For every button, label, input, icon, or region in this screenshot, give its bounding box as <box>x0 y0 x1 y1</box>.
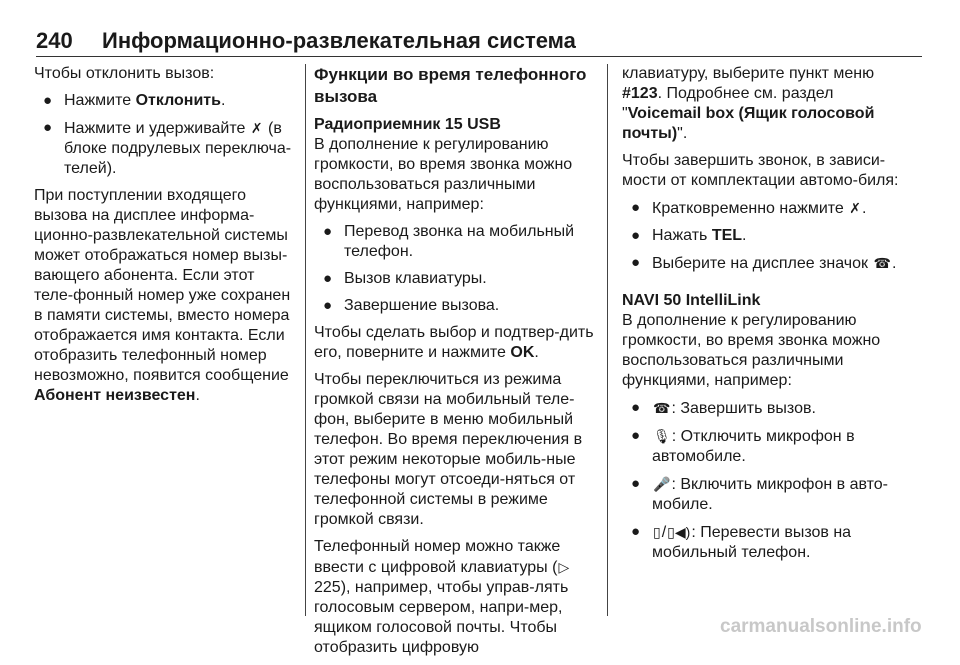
select-paragraph: Чтобы сделать выбор и подтвер-дить его, поверните и нажмите OK. <box>314 324 594 361</box>
bullet-icon: ● <box>323 297 333 314</box>
bullet-icon: ● <box>631 427 641 444</box>
header-rule <box>36 56 922 57</box>
keypad-paragraph: Телефонный номер можно также ввести с цифровой клавиатуры (▷225), например, чтобы управ-лять голосовым сервером, напри-мер, ящиком голосовой почты. Чтобы отобразить цифровую <box>314 538 570 656</box>
navi-functions-list <box>622 398 916 563</box>
list-item: ● Кратковременно нажмите ✗. <box>631 199 867 217</box>
list-item: ● Нажать TEL. <box>631 227 747 244</box>
bullet-icon: ● <box>43 92 53 109</box>
bullet-icon: ● <box>631 399 641 416</box>
page-number: 240 <box>36 28 73 53</box>
page-reference-icon: ▷ <box>558 559 570 575</box>
end-call-list <box>622 198 916 274</box>
bullet-icon: ● <box>323 223 333 240</box>
radio-intro: В дополнение к регулированию громкости, во время звонка можно воспользоваться различными функциями, например: <box>314 136 573 213</box>
list-item: ● 🎤: Включить микрофон в авто-мобиле. <box>631 475 888 513</box>
navi-subheading: NAVI 50 IntelliLink <box>622 292 761 309</box>
mobile-phone-icon: ▯ <box>653 524 661 540</box>
column-3 <box>622 64 916 570</box>
list-item: ● Завершение вызова. <box>323 297 500 314</box>
list-item: ● 🎙: Отключить микрофон в автомобиле. <box>631 427 855 465</box>
microphone-muted-icon: 🎙 <box>653 428 671 444</box>
list-item: ● ☎: Завершить вызов. <box>631 399 816 417</box>
bullet-icon: ● <box>631 227 641 244</box>
bullet-icon: ● <box>631 199 641 216</box>
column-2 <box>314 64 596 665</box>
column-divider-1 <box>305 64 306 616</box>
phone-hangup-icon: ☎ <box>873 255 891 271</box>
list-item: ● Вызов клавиатуры. <box>323 270 487 287</box>
list-item: ● Выберите на дисплее значок ☎. <box>631 254 897 272</box>
functions-heading: Функции во время телефонного вызова <box>314 65 587 106</box>
hang-up-switch-icon: ✗ <box>250 120 263 136</box>
bullet-icon: ● <box>631 254 641 271</box>
switch-paragraph: Чтобы переключиться из режима громкой связи на мобильный теле-фон, выберите в меню мобильный телефон. Во время переключения в этот режим некоторые мобиль-ные телефоны могут отсоеди-няться от телефонной системы в режиме громкой связи. <box>314 371 583 528</box>
radio-subheading: Радиоприемник 15 USB <box>314 116 501 133</box>
column-divider-2 <box>607 64 608 616</box>
voicemail-paragraph: клавиатуру, выберите пункт меню #123. Подробнее см. раздел "Voicemail box (Ящик голосовой почты)". <box>622 65 875 142</box>
watermark: carmanualsonline.info <box>720 616 922 637</box>
page-header <box>36 28 922 54</box>
list-item: ● Нажмите Отклонить. <box>43 92 226 109</box>
page-reference[interactable]: 225 <box>314 579 341 596</box>
microphone-icon: 🎤 <box>653 476 671 492</box>
reject-list <box>34 91 296 179</box>
speaker-phone-icon: ▯◀) <box>667 524 691 540</box>
bullet-icon: ● <box>631 523 641 540</box>
bullet-icon: ● <box>323 270 333 287</box>
phone-hangup-icon: ☎ <box>653 400 671 416</box>
list-item: ● Нажмите и удерживайте ✗ (в блоке подрулевых переключа-телей). <box>43 119 292 177</box>
navi-intro: В дополнение к регулированию громкости, во время звонка можно воспользоваться различными функциями, например: <box>622 312 881 389</box>
bullet-icon: ● <box>631 475 641 492</box>
column-1 <box>34 64 296 413</box>
caller-id-paragraph: При поступлении входящего вызова на дисплее информа-ционно-развлекательной системы может отображаться номер вызы-вающего абонента. Если этот теле-фонный номер уже сохранен в памяти системы, вместо номера отображается имя контакта. Если отобразить телефонный номер невозможно, появится сообщение Абонент неизвестен. <box>34 187 291 404</box>
end-call-intro: Чтобы завершить звонок, в зависи-мости от комплектации автомо-биля: <box>622 152 899 189</box>
bullet-icon: ● <box>43 119 53 136</box>
list-item: ● ▯/▯◀): Перевести вызов на мобильный телефон. <box>631 523 852 561</box>
radio-functions-list <box>314 222 596 316</box>
hang-up-switch-icon: ✗ <box>849 200 861 216</box>
list-item: ● Перевод звонка на мобильный телефон. <box>323 223 575 260</box>
reject-intro: Чтобы отклонить вызов: <box>34 65 215 82</box>
section-title: Информационно-развлекательная система <box>102 28 576 53</box>
